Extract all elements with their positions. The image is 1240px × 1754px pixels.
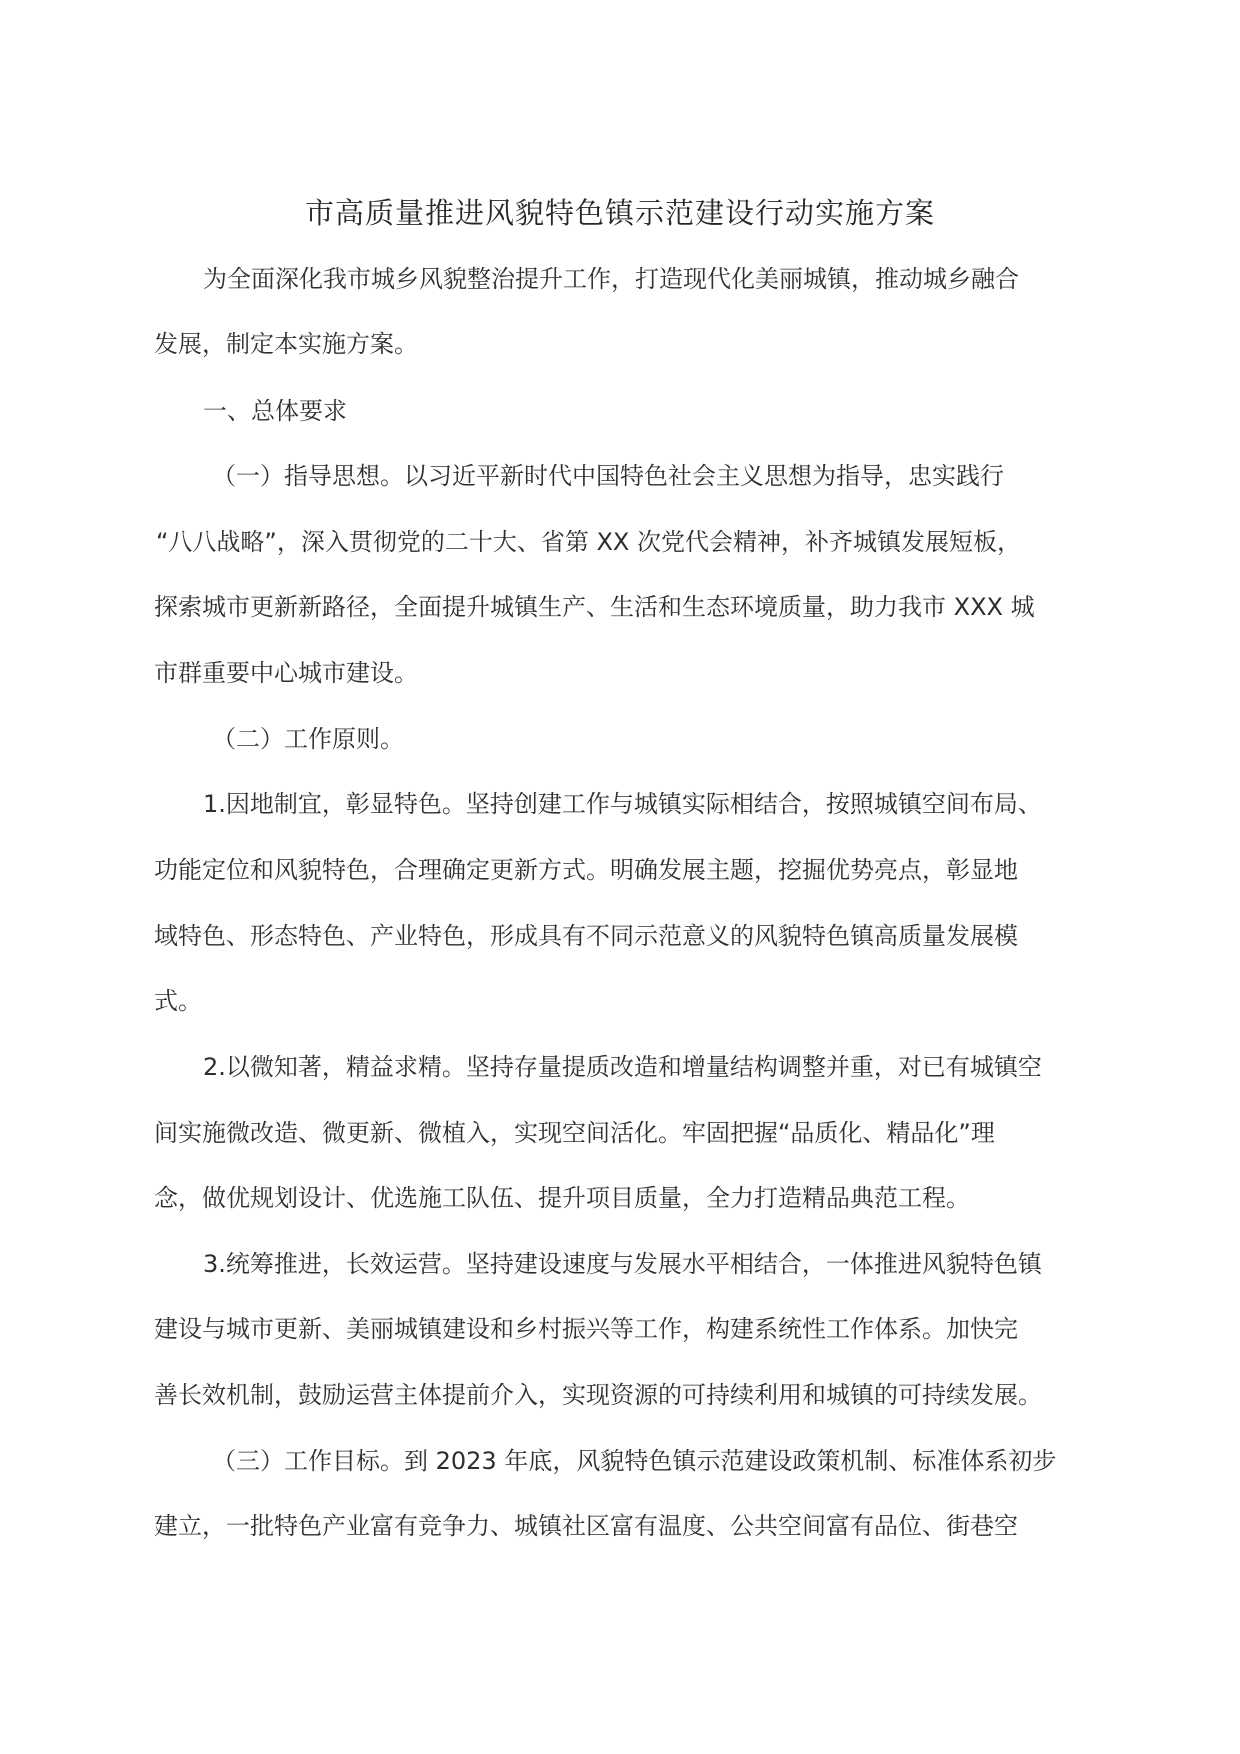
paragraph-line: 3.统筹推进，长效运营。坚持建设速度与发展水平相结合，一体推进风貌特色镇 xyxy=(203,1250,1042,1278)
paragraph-line: 建设与城市更新、美丽城镇建设和乡村振兴等工作，构建系统性工作体系。加快完 xyxy=(154,1315,1018,1343)
paragraph-line: 善长效机制，鼓励运营主体提前介入，实现资源的可持续利用和城镇的可持续发展。 xyxy=(154,1381,1042,1409)
paragraph-line: 2.以微知著，精益求精。坚持存量提质改造和增量结构调整并重，对已有城镇空 xyxy=(203,1053,1042,1081)
paragraph-line: 功能定位和风貌特色，合理确定更新方式。明确发展主题，挖掘优势亮点，彰显地 xyxy=(154,856,1018,884)
paragraph-line: （三）工作目标。到 2023 年底，风貌特色镇示范建设政策机制、标准体系初步 xyxy=(212,1447,1057,1475)
paragraph-line: （一）指导思想。以习近平新时代中国特色社会主义思想为指导，忠实践行 xyxy=(212,462,1004,490)
paragraph-line: 为全面深化我市城乡风貌整治提升工作，打造现代化美丽城镇，推动城乡融合 xyxy=(203,265,1019,293)
section-heading: 一、总体要求 xyxy=(203,397,347,425)
paragraph-line: 探索城市更新新路径，全面提升城镇生产、生活和生态环境质量，助力我市 XXX 城 xyxy=(154,593,1035,621)
paragraph-line: 1.因地制宜，彰显特色。坚持创建工作与城镇实际相结合，按照城镇空间布局、 xyxy=(203,790,1042,818)
paragraph-line: 发展，制定本实施方案。 xyxy=(154,330,418,358)
paragraph-line: “八八战略”，深入贯彻党的二十大、省第 XX 次党代会精神，补齐城镇发展短板， xyxy=(156,528,1022,556)
paragraph-line: 念，做优规划设计、优选施工队伍、提升项目质量，全力打造精品典范工程。 xyxy=(154,1184,970,1212)
paragraph-line: 间实施微改造、微更新、微植入，实现空间活化。牢固把握“品质化、精品化”理 xyxy=(154,1119,995,1147)
paragraph-line: 市群重要中心城市建设。 xyxy=(154,659,418,687)
paragraph-line: 建立，一批特色产业富有竞争力、城镇社区富有温度、公共空间富有品位、街巷空 xyxy=(154,1512,1018,1540)
document-title: 市高质量推进风貌特色镇示范建设行动实施方案 xyxy=(304,196,935,230)
paragraph-line: 式。 xyxy=(154,987,202,1015)
paragraph-line: 域特色、形态特色、产业特色，形成具有不同示范意义的风貌特色镇高质量发展模 xyxy=(154,922,1018,950)
subsection-heading: （二）工作原则。 xyxy=(212,725,404,753)
